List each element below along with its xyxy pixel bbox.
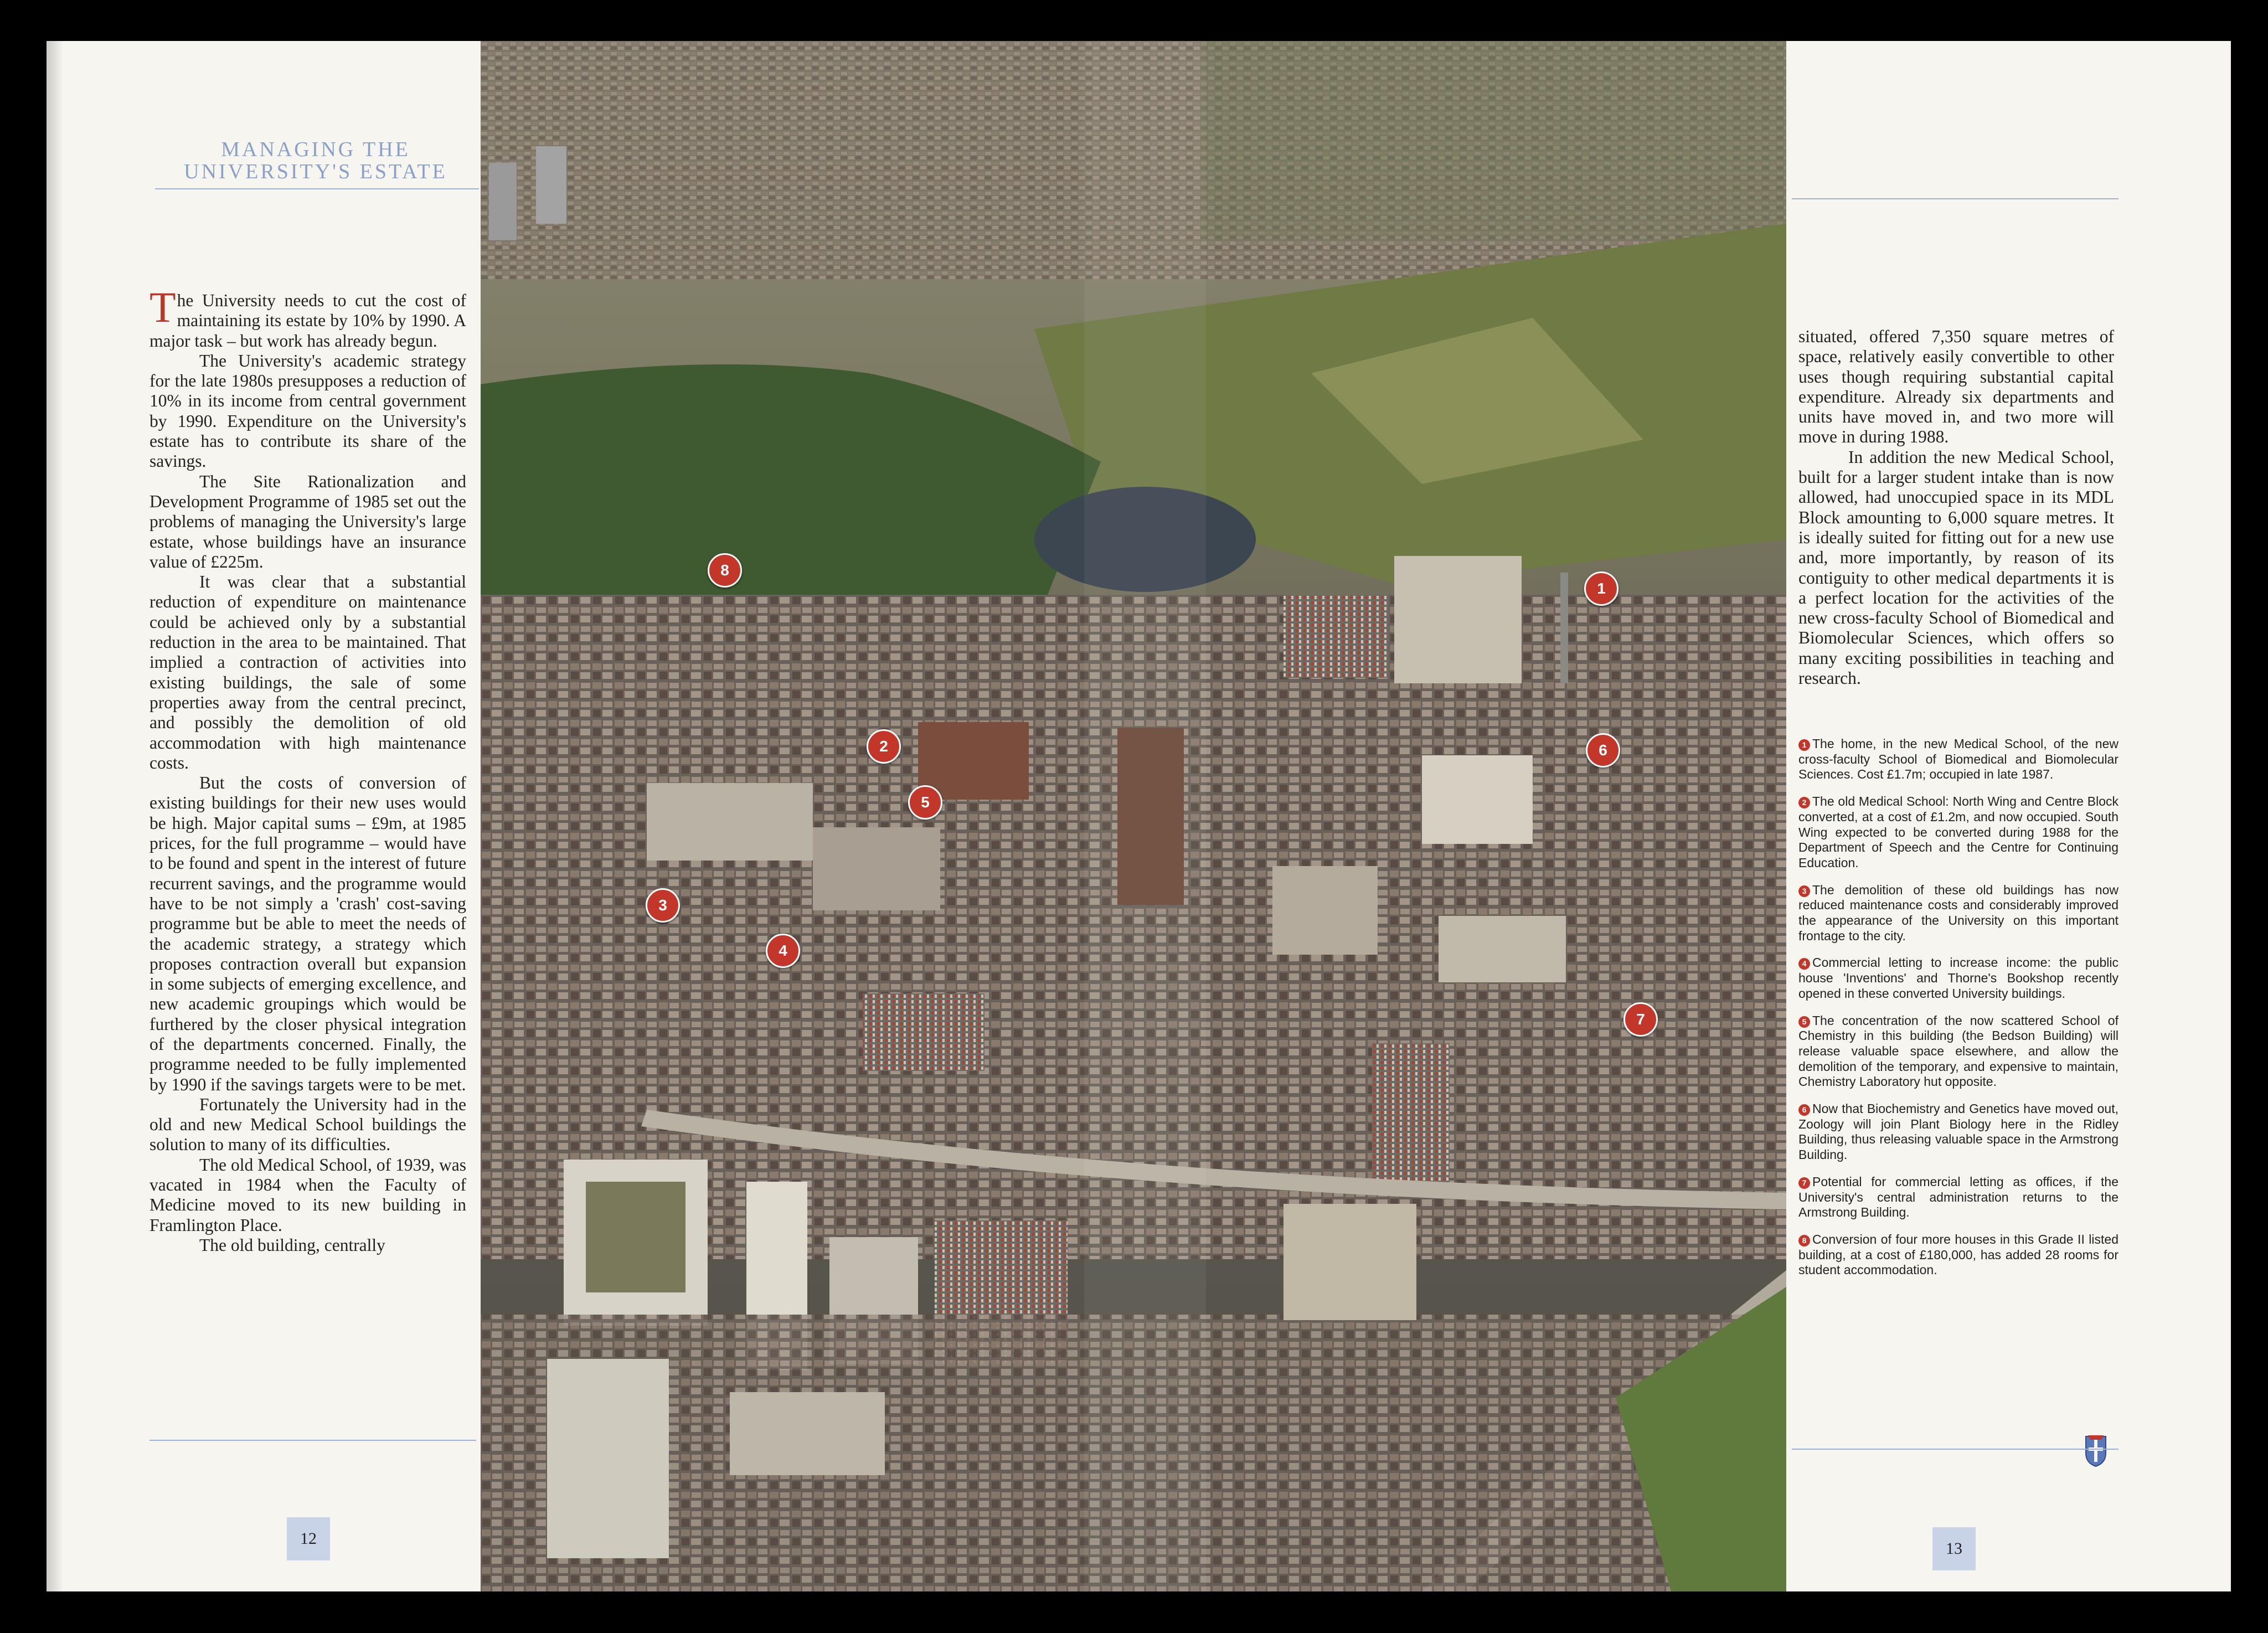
- caption-4: [1798, 955, 2118, 1001]
- caption-text: The home, in the new Medical School, of the new cross-faculty School of Biomedical and Biomolecular Sciences. Cost £1.7m; occupied in late 1987.: [1798, 736, 2118, 782]
- left-column-text: [150, 283, 466, 1255]
- caption-number-badge: 4: [1798, 958, 1810, 970]
- caption-number-badge: 5: [1798, 1016, 1810, 1028]
- caption-number-badge: 8: [1798, 1235, 1810, 1246]
- caption-text: Commercial letting to increase income: the public house 'Inventions' and Thorne's Bookshop recently opened in these converted University buildings.: [1798, 955, 2118, 1001]
- drop-cap: T: [150, 283, 176, 331]
- map-marker-6: 6: [1586, 733, 1620, 767]
- paragraph-6: Fortunately the University had in the old and new Medical School buildings the solution to many of its difficulties.: [150, 1094, 466, 1155]
- page-number-left: 12: [287, 1517, 330, 1560]
- title-line-1: MANAGING THE: [221, 138, 410, 161]
- map-marker-4: 4: [766, 934, 800, 968]
- map-marker-7: 7: [1623, 1002, 1658, 1037]
- caption-text: Potential for commercial letting as offices, if the University's central administration returns to the Armstrong Building.: [1798, 1174, 2118, 1220]
- photo-captions: [1798, 736, 2118, 1290]
- caption-number-badge: 7: [1798, 1177, 1810, 1189]
- paragraph-4: It was clear that a substantial reduction of expenditure on maintenance could be achieved only by a substantial reduction in the area to be maintained. That implied a contraction of activities into existing buildings, the sale of some properties away from the central precinct, and possibly the demolition of old accommodation with high maintenance costs.: [150, 572, 466, 772]
- caption-number-badge: 6: [1798, 1104, 1810, 1116]
- aerial-photograph: [481, 41, 1786, 1591]
- right-column-text: [1798, 327, 2114, 688]
- caption-6: [1798, 1101, 2118, 1163]
- caption-text: Conversion of four more houses in this Grade II listed building, at a cost of £180,000, has added 28 rooms for student accommodation.: [1798, 1232, 2118, 1277]
- university-crest-icon: [2085, 1434, 2107, 1467]
- right-footer-rule: [1792, 1449, 2118, 1450]
- caption-2: [1798, 794, 2118, 871]
- caption-3: [1798, 883, 2118, 944]
- caption-text: The old Medical School: North Wing and Centre Block converted, at a cost of £1.2m, and now occupied. South Wing expected to be converted during 1988 for the Department of Speech and the Centre for Continuing Education.: [1798, 794, 2118, 870]
- caption-7: [1798, 1174, 2118, 1220]
- map-marker-2: 2: [867, 729, 901, 764]
- caption-number-badge: 1: [1798, 739, 1810, 751]
- caption-number-badge: 2: [1798, 797, 1810, 808]
- caption-text: The demolition of these old buildings has now reduced maintenance costs and considerably improved the appearance of the University on this important frontage to the city.: [1798, 882, 2118, 943]
- page-title: [155, 138, 476, 183]
- caption-5: [1798, 1013, 2118, 1090]
- right-header-rule: [1792, 198, 2118, 199]
- map-marker-1: 1: [1584, 571, 1618, 606]
- aerial-photo-drawing: [481, 41, 1786, 1591]
- title-rule: [155, 188, 479, 189]
- caption-text: The concentration of the now scattered School of Chemistry in this building (the Bedson Building) will release valuable space elsewhere, and allow the demolition of the temporary, and expensive to maintain, Chemistry Laboratory hut opposite.: [1798, 1013, 2118, 1089]
- paragraph-5: But the costs of conversion of existing buildings for their new uses would be high. Major capital sums – £9m, at 1985 prices, for the full programme – would have to be found and spent in the interest of future recurrent savings, and the programme would have to be not simply a 'crash' cost-saving programme but be able to meet the needs of the academic strategy, a strategy which proposes contraction overall but expansion in some subjects of emerging excellence, and new academic groupings which would be furthered by the closer physical integration of the departments concerned. Finally, the programme needed to be fully implemented by 1990 if the savings targets were to be met.: [150, 773, 466, 1094]
- paragraph-8: The old building, centrally: [199, 1235, 385, 1255]
- paragraph-9: situated, offered 7,350 square metres of space, relatively easily convertible to other uses though requiring substantial capital expenditure. Already six departments and units have moved in, and two more will move in during 1988.: [1798, 327, 2114, 447]
- paragraph-2: The University's academic strategy for the late 1980s presupposes a reduction of 10% in its income from central government by 1990. Expenditure on the University's estate has to contribute its share of the savings.: [150, 351, 466, 471]
- map-marker-5: 5: [908, 785, 942, 820]
- page-number-right: 13: [1932, 1527, 1976, 1570]
- paragraph-1-text: he University needs to cut the cost of maintaining its estate by 10% by 1990. A major task – but work has already begun.: [150, 291, 466, 351]
- paragraph-7: The old Medical School, of 1939, was vacated in 1984 when the Faculty of Medicine moved to its new building in Framlington Place.: [150, 1155, 466, 1235]
- map-marker-8: 8: [708, 553, 742, 588]
- paragraph-10: In addition the new Medical School, built for a larger student intake than is now allowed, had unoccupied space in its MDL Block amounting to 6,000 square metres. It is ideally suited for fitting out for a new use and, more importantly, by reason of its contiguity to other medical departments it is a perfect location for the activities of the new cross-faculty School of Biomedical and Biomolecular Sciences, which offers so many exciting possibilities in teaching and research.: [1798, 447, 2114, 688]
- map-marker-3: 3: [646, 888, 680, 923]
- title-line-2: UNIVERSITY'S ESTATE: [184, 160, 447, 183]
- paragraph-1: [150, 283, 466, 351]
- caption-text: Now that Biochemistry and Genetics have moved out, Zoology will join Plant Biology here in the Ridley Building, thus releasing valuable space in the Armstrong Building.: [1798, 1101, 2118, 1162]
- left-footer-rule: [150, 1440, 476, 1441]
- page-edge-shadow: [47, 41, 63, 1591]
- caption-8: [1798, 1232, 2118, 1278]
- caption-1: [1798, 736, 2118, 782]
- paragraph-3: The Site Rationalization and Development Programme of 1985 set out the problems of managing the University's large estate, whose buildings have an insurance value of £225m.: [150, 471, 466, 571]
- caption-number-badge: 3: [1798, 885, 1810, 897]
